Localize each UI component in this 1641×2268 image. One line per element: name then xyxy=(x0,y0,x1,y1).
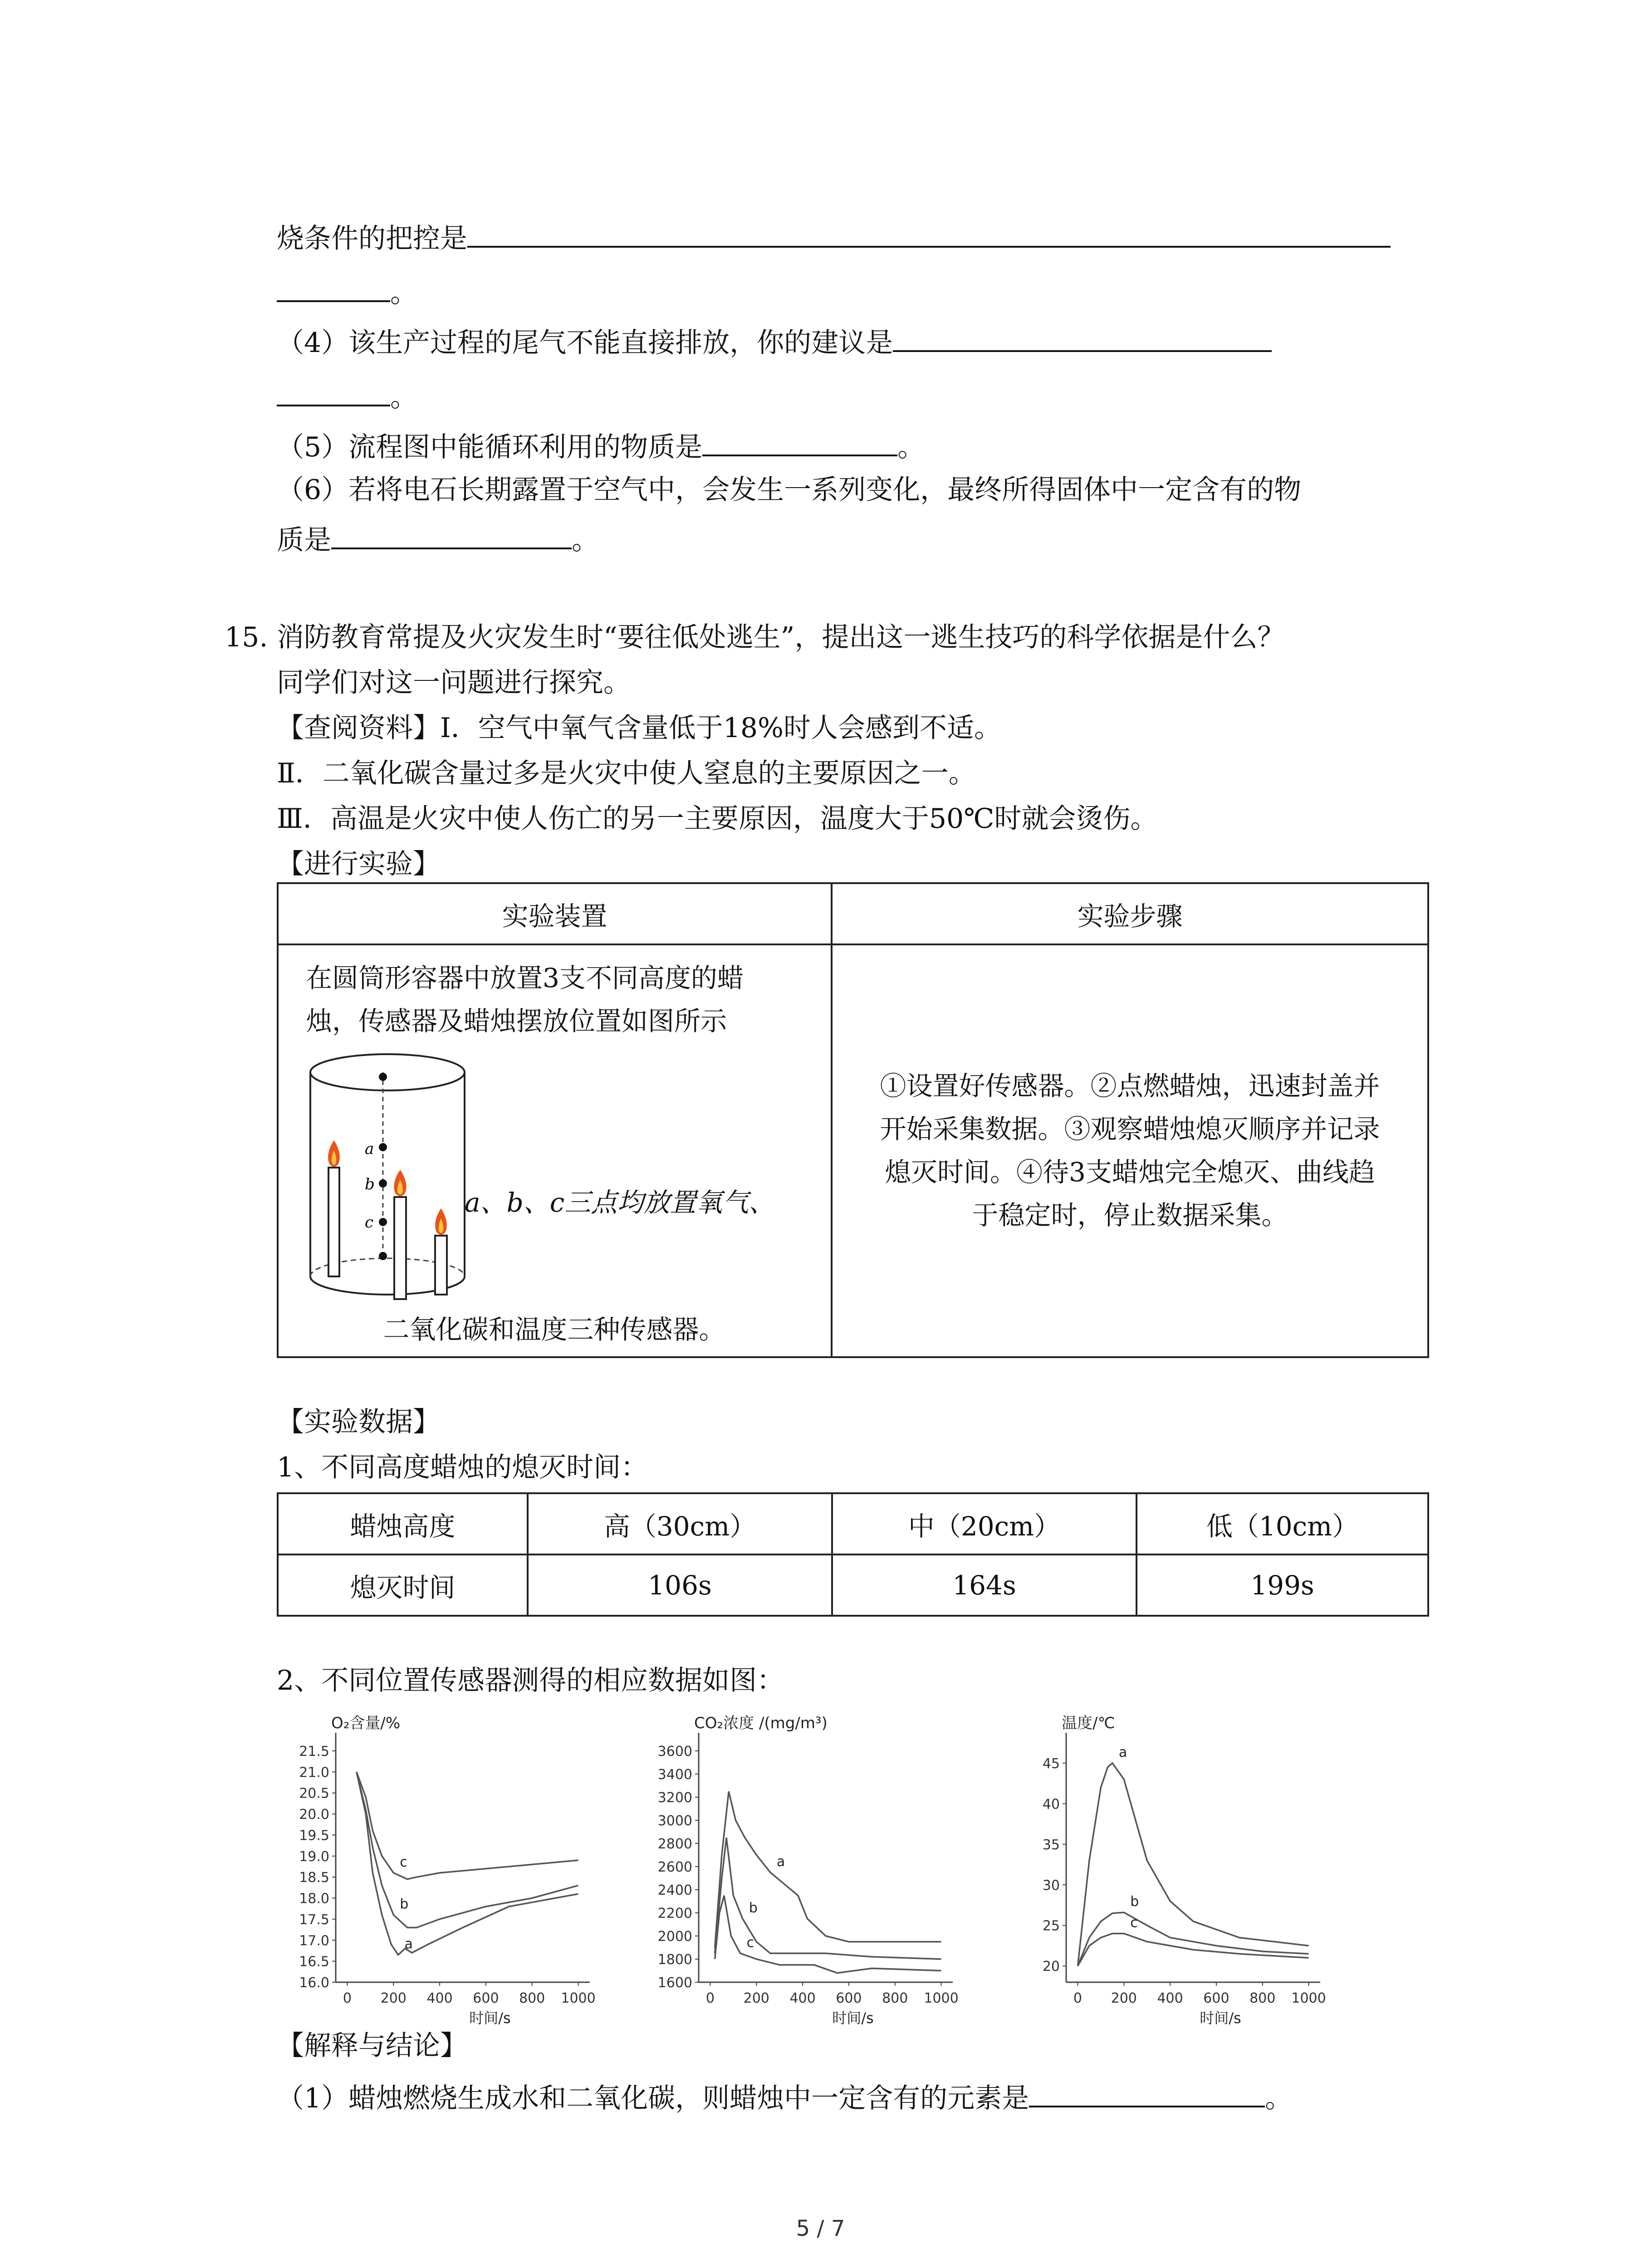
y-tick-label: 3000 xyxy=(657,1813,692,1829)
y-tick-label: 17.0 xyxy=(299,1933,329,1949)
x-tick-label: 400 xyxy=(1157,1990,1183,2006)
time-mid: 164s xyxy=(832,1554,1136,1616)
series-label-c: c xyxy=(400,1854,407,1870)
q14-item4: （4）该生产过程的尾气不能直接排放，你的建议是 xyxy=(277,322,1272,361)
y-tick-label: 40 xyxy=(1042,1796,1060,1813)
y-tick-label: 18.5 xyxy=(299,1870,329,1886)
x-tick-label: 800 xyxy=(882,1990,908,2006)
y-tick-label: 19.5 xyxy=(299,1828,329,1844)
x-tick-label: 200 xyxy=(380,1990,407,2006)
answer-blank[interactable] xyxy=(277,272,390,302)
x-tick-label: 0 xyxy=(1073,1990,1083,2006)
time-low: 199s xyxy=(1136,1554,1428,1616)
o2-chart xyxy=(272,1710,617,2037)
x-axis-label: 时间/s xyxy=(1200,2009,1241,2027)
series-label-c: c xyxy=(1130,1915,1138,1931)
reference-3: Ⅲ．高温是火灾中使人伤亡的另一主要原因，温度大于50℃时就会烫伤。 xyxy=(277,803,1158,835)
answer-blank[interactable] xyxy=(467,218,1391,248)
y-tick-label: 2400 xyxy=(657,1882,692,1898)
conclusion-1: （1）蜡烛燃烧生成水和二氧化碳，则蜡烛中一定含有的元素是 。 xyxy=(277,2077,1292,2116)
step-line-2: 开始采集数据。③观察蜡烛熄灭顺序并记录 xyxy=(880,1114,1380,1144)
reference-heading: 【查阅资料】Ⅰ．空气中氧气含量低于18%时人会感到不适。 xyxy=(277,712,1002,744)
series-line-b xyxy=(357,1772,578,1927)
page-number: 5 / 7 xyxy=(796,2216,845,2241)
height-low: 低（10cm） xyxy=(1136,1493,1428,1554)
x-tick-label: 200 xyxy=(743,1990,769,2006)
co2-chart xyxy=(635,1710,980,2037)
q14-item6-line2: 质是 。 xyxy=(277,519,599,558)
point-a-label: a xyxy=(365,1140,374,1158)
x-tick-label: 0 xyxy=(343,1990,352,2006)
q14-line-cont: 烧条件的把控是 xyxy=(277,218,1391,257)
q14-item4-end: 。 xyxy=(277,376,417,415)
q14-item6-line1: （6）若将电石长期露置于空气中，会发生一系列变化，最终所得固体中一定含有的物 xyxy=(277,474,1302,506)
device-text-1: 在圆筒形容器中放置3支不同高度的蜡 xyxy=(306,963,744,993)
y-axis-label: 温度/℃ xyxy=(1062,1714,1115,1732)
series-label-c: c xyxy=(746,1935,754,1951)
x-tick-label: 600 xyxy=(1203,1990,1230,2006)
y-tick-label: 45 xyxy=(1042,1755,1060,1772)
data-heading: 【实验数据】 xyxy=(277,1406,440,1438)
answer-blank[interactable] xyxy=(277,376,390,406)
x-tick-label: 600 xyxy=(473,1990,499,2006)
y-tick-label: 20 xyxy=(1042,1959,1060,1975)
y-tick-label: 3600 xyxy=(657,1744,692,1760)
y-tick-label: 30 xyxy=(1042,1877,1060,1894)
y-tick-label: 1600 xyxy=(657,1975,692,1991)
x-tick-label: 0 xyxy=(705,1990,715,2006)
device-text-2: 烛，传感器及蜡烛摆放位置如图所示 xyxy=(306,1006,727,1036)
answer-blank[interactable] xyxy=(893,322,1272,352)
x-tick-label: 800 xyxy=(519,1990,545,2006)
step-line-4: 于稳定时，停止数据采集。 xyxy=(972,1200,1288,1231)
x-tick-label: 1000 xyxy=(1291,1990,1326,2006)
y-tick-label: 25 xyxy=(1042,1918,1060,1934)
y-tick-label: 16.0 xyxy=(299,1975,329,1991)
x-tick-label: 400 xyxy=(426,1990,453,2006)
data1-title: 1、不同高度蜡烛的熄灭时间： xyxy=(277,1452,648,1483)
series-label-b: b xyxy=(749,1900,758,1916)
y-tick-label: 1800 xyxy=(657,1952,692,1968)
step-line-3: 熄灭时间。④待3支蜡烛完全熄灭、曲线趋 xyxy=(885,1157,1375,1188)
y-tick-label: 21.0 xyxy=(299,1765,329,1781)
q14-item5: （5）流程图中能循环利用的物质是 。 xyxy=(277,426,925,465)
y-tick-label: 19.0 xyxy=(299,1848,329,1865)
x-tick-label: 400 xyxy=(789,1990,816,2006)
steps-cell xyxy=(832,944,1428,1357)
step-line-1: ①设置好传感器。②点燃蜡烛，迅速封盖并 xyxy=(880,1070,1380,1101)
x-axis-label: 时间/s xyxy=(469,2009,511,2027)
experiment-table xyxy=(277,882,1429,1358)
y-tick-label: 18.0 xyxy=(299,1891,329,1907)
y-tick-label: 3400 xyxy=(657,1767,692,1783)
time-high: 106s xyxy=(528,1554,832,1616)
y-tick-label: 2200 xyxy=(657,1906,692,1921)
q14-line-end: 。 xyxy=(277,272,417,311)
y-tick-label: 20.5 xyxy=(299,1785,329,1802)
point-c-label: c xyxy=(365,1213,374,1232)
x-tick-label: 200 xyxy=(1111,1990,1137,2006)
y-tick-label: 2600 xyxy=(657,1859,692,1875)
y-tick-label: 21.5 xyxy=(299,1744,329,1760)
y-tick-label: 17.5 xyxy=(299,1911,329,1928)
q15-intro-2: 同学们对这一问题进行探究。 xyxy=(277,667,631,699)
series-line-c xyxy=(357,1772,578,1879)
series-label-b: b xyxy=(1130,1894,1139,1910)
y-tick-label: 2000 xyxy=(657,1929,692,1945)
series-label-a: a xyxy=(404,1936,413,1952)
x-axis-label: 时间/s xyxy=(832,2009,874,2027)
q15-intro-1: 消防教育常提及火灾发生时“要往低处逃生”，提出这一逃生技巧的科学依据是什么？ xyxy=(277,621,1285,653)
answer-blank[interactable] xyxy=(702,426,897,456)
q15-number: 15. xyxy=(225,621,268,653)
x-tick-label: 1000 xyxy=(924,1990,959,2006)
y-tick-label: 2800 xyxy=(657,1836,692,1852)
series-label-b: b xyxy=(400,1896,409,1912)
x-tick-label: 1000 xyxy=(561,1990,596,2006)
point-b-label: b xyxy=(365,1175,375,1193)
height-high: 高（30cm） xyxy=(528,1493,832,1554)
y-tick-label: 35 xyxy=(1042,1837,1060,1853)
y-axis-label: O₂含量/% xyxy=(331,1714,401,1732)
reference-2: Ⅱ．二氧化碳含量过多是火灾中使人窒息的主要原因之一。 xyxy=(277,758,976,789)
x-tick-label: 800 xyxy=(1249,1990,1276,2006)
y-tick-label: 16.5 xyxy=(299,1954,329,1970)
answer-blank[interactable] xyxy=(1029,2077,1265,2107)
answer-blank[interactable] xyxy=(331,519,572,549)
series-label-a: a xyxy=(1118,1744,1127,1760)
experiment-heading: 【进行实验】 xyxy=(277,848,440,880)
time-header: 熄灭时间 xyxy=(278,1554,528,1616)
steps-header: 实验步骤 xyxy=(832,883,1428,944)
height-mid: 中（20cm） xyxy=(832,1493,1136,1554)
data2-title: 2、不同位置传感器测得的相应数据如图： xyxy=(277,1665,784,1696)
conclusion-heading: 【解释与结论】 xyxy=(277,2030,467,2062)
device-header: 实验装置 xyxy=(278,883,832,944)
series-line-c xyxy=(1078,1934,1309,1966)
y-tick-label: 20.0 xyxy=(299,1807,329,1823)
series-label-a: a xyxy=(776,1853,785,1870)
series-line-a xyxy=(715,1791,941,1947)
device-cell xyxy=(278,944,832,1357)
height-header: 蜡烛高度 xyxy=(278,1493,528,1554)
y-axis-label: CO₂浓度 /(mg/m³) xyxy=(694,1714,828,1732)
extinguish-time-table xyxy=(277,1492,1429,1617)
device-text-3: 二氧化碳和温度三种传感器。 xyxy=(383,1314,725,1345)
temperature-chart xyxy=(1003,1710,1347,2037)
sensor-text: a、b、c三点均放置氧气、 xyxy=(465,1187,775,1218)
series-line-a xyxy=(1078,1763,1309,1966)
cylinder-candle-diagram xyxy=(301,1045,483,1317)
x-tick-label: 600 xyxy=(836,1990,862,2006)
y-tick-label: 3200 xyxy=(657,1790,692,1806)
